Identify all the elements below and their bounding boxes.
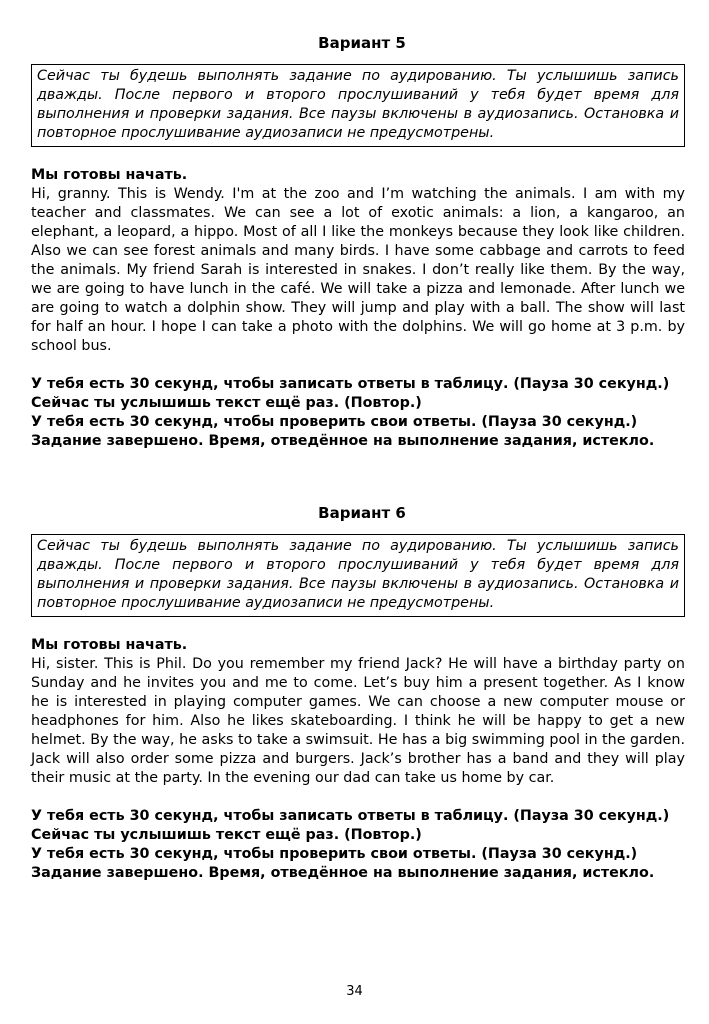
variant-title: Вариант 6 [318,504,406,522]
listening-script: Hi, sister. This is Phil. Do you remember my friend Jack? He will have a birthday party on Sunday and he invites you and me to come. Let’s buy him a present together. As I know he is interested in playing computer games. We can choose a new computer mouse or headphones for him. Also he likes skateboarding. I think he will be happy to get a new helmet. By the way, he asks to take a swimsuit. He has a big swimming pool in the garden. Jack will also order some pizza and burgers. Jack’s brother has a band and they will play their music at the party. In the evening our dad can take us home by car. [31,656,685,786]
page-number: 34 [346,984,363,999]
timing-line-check: У тебя есть 30 секунд, чтобы проверить свои ответы. (Пауза 30 секунд.) [31,846,638,862]
listening-script: Hi, granny. This is Wendy. I'm at the zoo and I’m watching the animals. I am with my teacher and classmates. We can see a lot of exotic animals: a lion, a kangaroo, an elephant, a leopard, a hippo. Most of all I like the monkeys because they look like children. Also we can see forest animals and many birds. I have some cabbage and carrots to feed the animals. My friend Sarah is interested in snakes. I don’t really like them. By the way, we are going to have lunch in the café. We will take a pizza and lemonade. After lunch we are going to watch a dolphin show. They will jump and play with a ball. The show will last for half an hour. I hope I can take a photo with the dolphins. We will go home at 3 p.m. by school bus. [31,186,685,354]
timing-line-check: У тебя есть 30 секунд, чтобы проверить свои ответы. (Пауза 30 секунд.) [31,414,638,430]
timing-instructions [31,807,685,883]
timing-instructions [31,375,685,451]
timing-line-record: У тебя есть 30 секунд, чтобы записать ответы в таблицу. (Пауза 30 секунд.) [31,376,670,392]
instruction-box: Сейчас ты будешь выполнять задание по аудированию. Ты услышишь запись дважды. После первого и второго прослушиваний у тебя будет время для выполнения и проверки задания. Все паузы включены в аудиозапись. Остановка и повторное прослушивание аудиозаписи не предусмотрены. [31,64,685,147]
variant-5-section [31,34,685,451]
variant-6-section [31,504,685,883]
timing-line-repeat: Сейчас ты услышишь текст ещё раз. (Повтор.) [31,827,422,843]
ready-heading: Мы готовы начать. [31,167,188,183]
instruction-box: Сейчас ты будешь выполнять задание по аудированию. Ты услышишь запись дважды. После первого и второго прослушиваний у тебя будет время для выполнения и проверки задания. Все паузы включены в аудиозапись. Остановка и повторное прослушивание аудиозаписи не предусмотрены. [31,534,685,617]
timing-line-finished: Задание завершено. Время, отведённое на выполнение задания, истекло. [31,865,655,881]
timing-line-record: У тебя есть 30 секунд, чтобы записать ответы в таблицу. (Пауза 30 секунд.) [31,808,670,824]
timing-line-repeat: Сейчас ты услышишь текст ещё раз. (Повтор.) [31,395,422,411]
timing-line-finished: Задание завершено. Время, отведённое на выполнение задания, истекло. [31,433,655,449]
variant-title: Вариант 5 [318,34,406,52]
ready-heading: Мы готовы начать. [31,637,188,653]
